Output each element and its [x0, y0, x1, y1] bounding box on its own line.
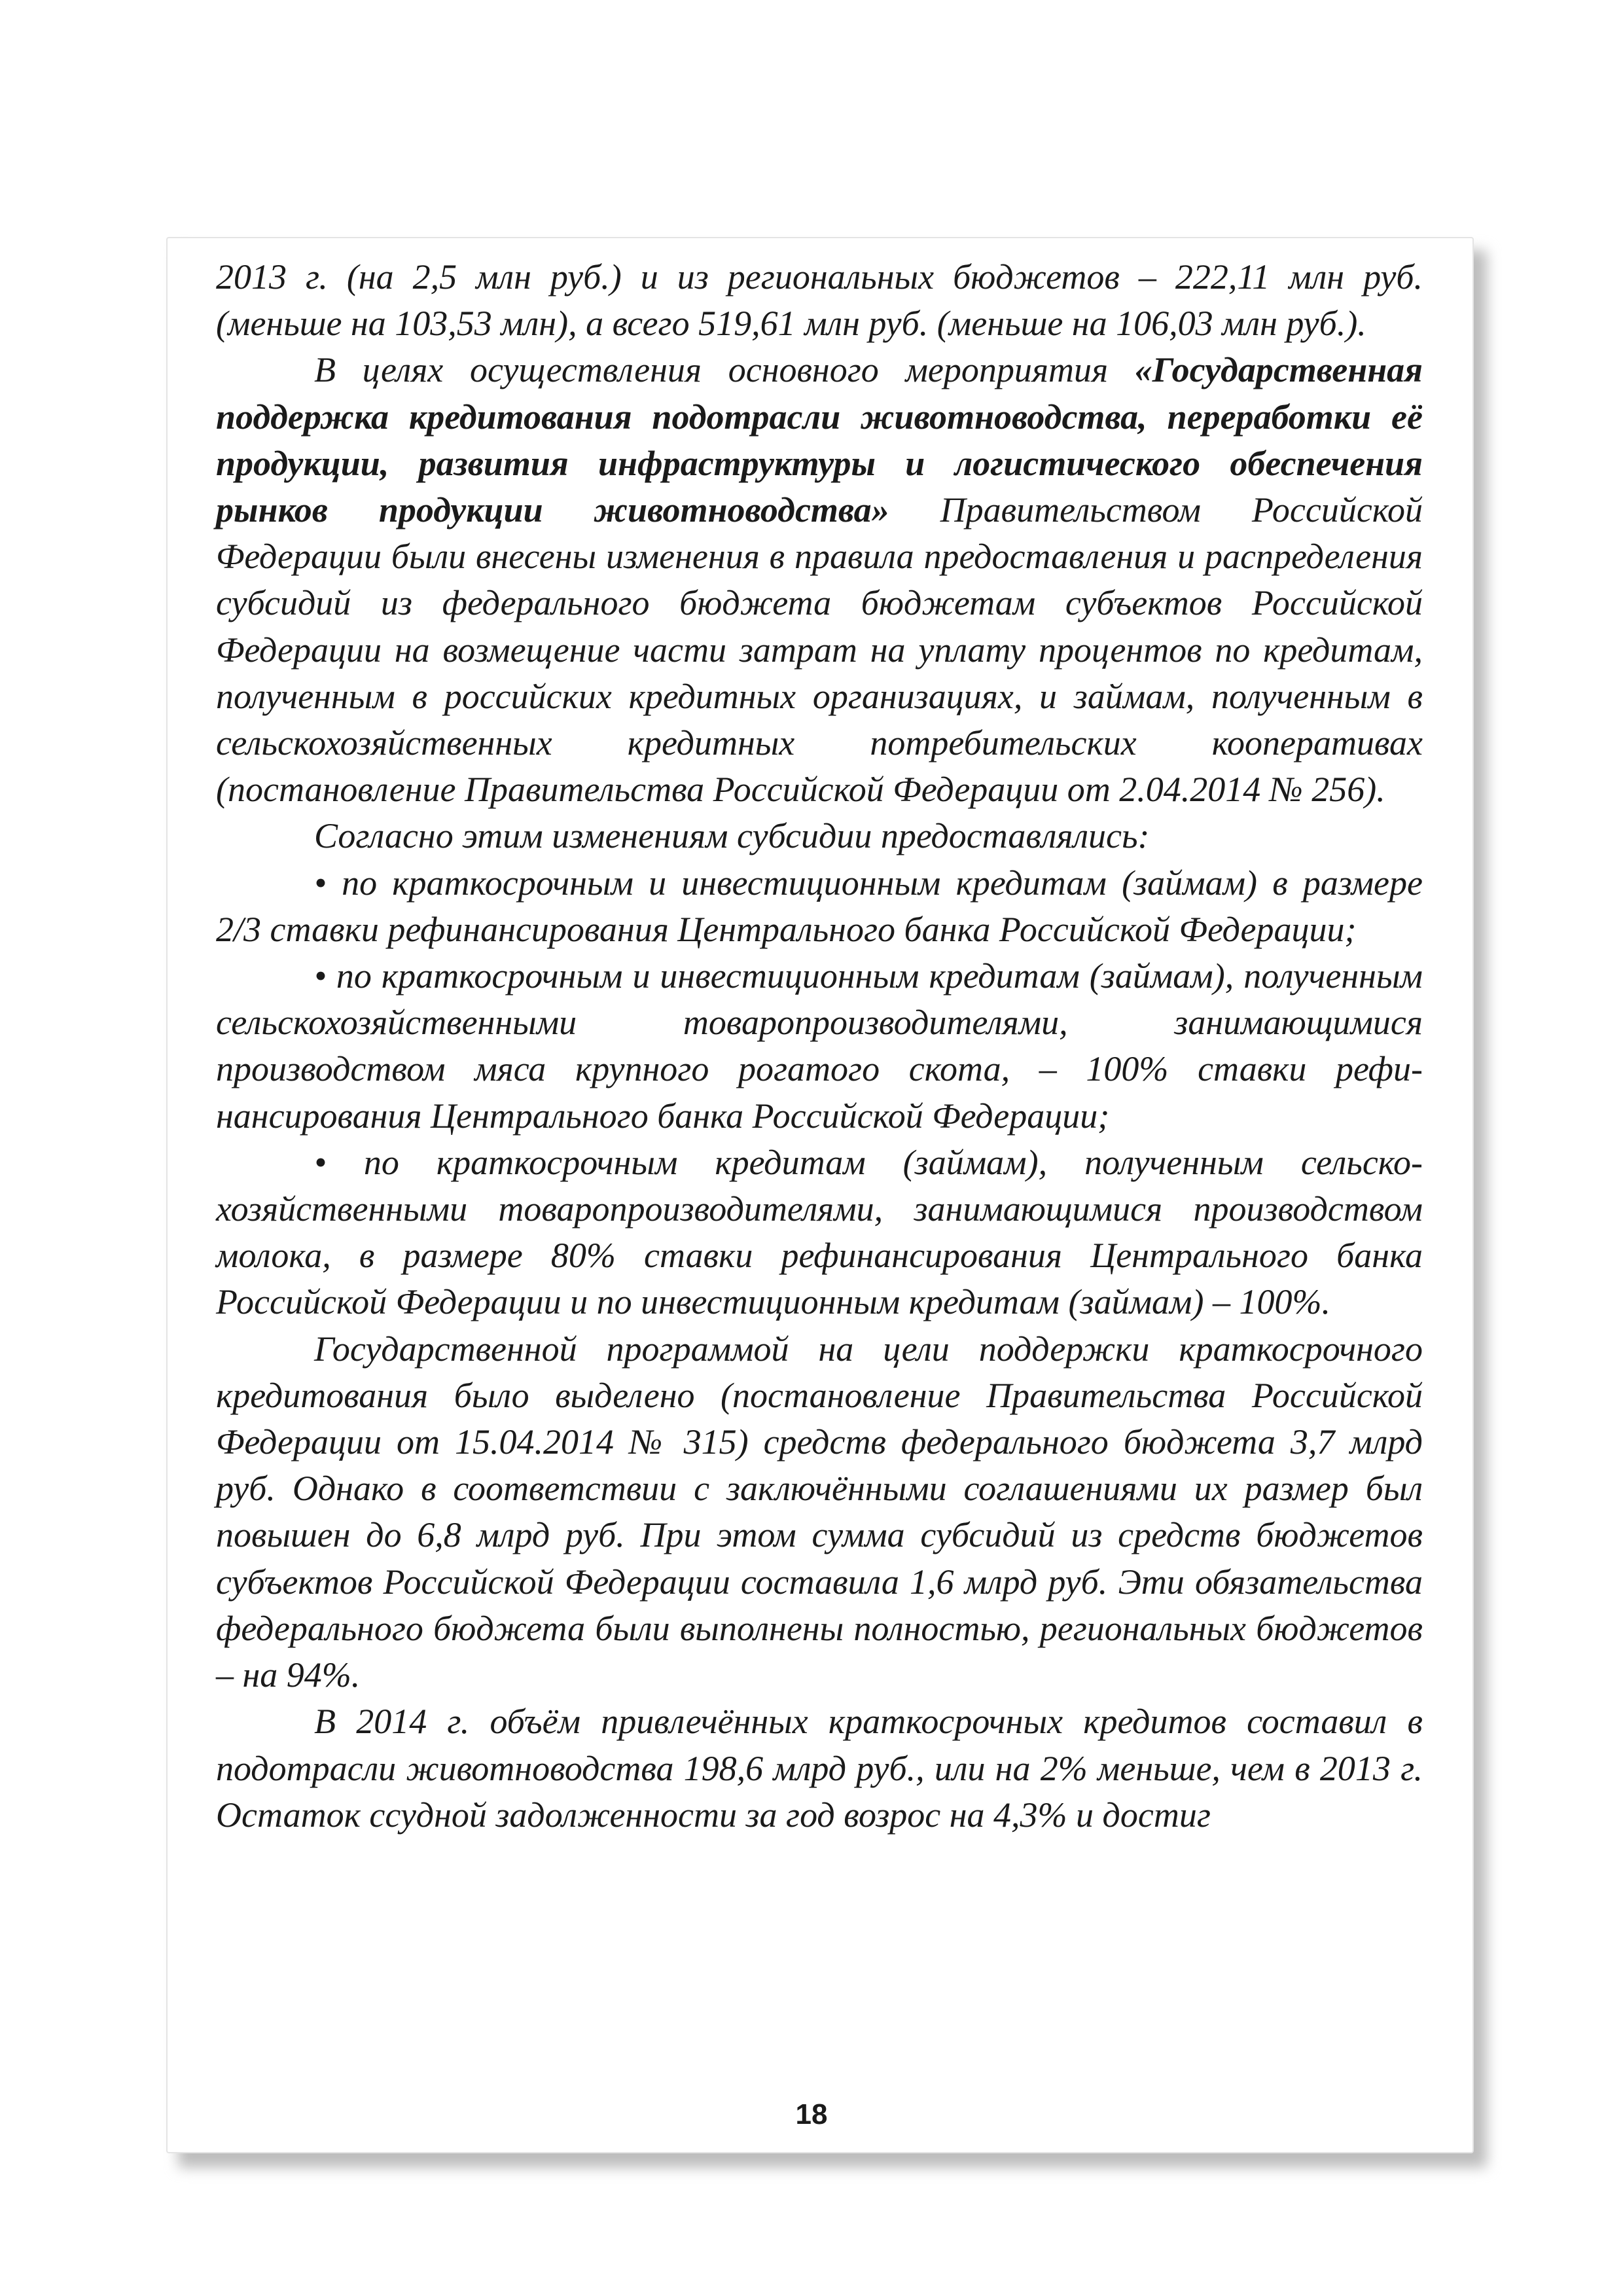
- measure-title: «Государственная поддержка кредитования подотрасли животноводства, переработки её продукции, развития инфраструктуры и логистического обеспечения рынков продукции животноводства»: [216, 350, 1423, 530]
- bullet-item-milk-production: • по краткосрочным кредитам (займам), полученным сельскохозяйственными товаропроизводителями, занимающимися производством молока, в размере 80% ставки рефинансирования Центрального банка Российской Федерации и по инвестиционным кредитам (займам) – 100%.: [216, 1142, 1423, 1322]
- paragraph-lead: В целях осуществления основного мероприятия: [314, 350, 1135, 390]
- paragraph-subsidy-intro: Согласно этим изменениям субсидии предоставлялись:: [314, 816, 1150, 856]
- paragraph-2014-credits: В 2014 г. объём привлечённых краткосрочных кредитов составил в подотрасли животноводства 198,6 млрд руб., или на 2% меньше, чем в 2013 г. Остаток ссудной задолженности за год возрос на 4,3% и достиг: [216, 1702, 1423, 1835]
- paragraph-budget-continuation: 2013 г. (на 2,5 млн руб.) и из региональных бюджетов – 222,11 млн руб. (меньше на 103,53 млн), а всего 519,61 млн руб. (меньше на 106,03 млн руб.).: [216, 257, 1423, 344]
- body-text: [216, 254, 1423, 1839]
- bullet-item-short-term-investment: • по краткосрочным и инвестиционным кредитам (займам) в размере 2/3 ставки рефинансирования Центрального банка Российской Федерации;: [216, 863, 1423, 949]
- bullet-item-cattle-meat: • по краткосрочным и инвестиционным кредитам (займам), полученным сельскохозяйственными товаропроизводителями, занимающимися производством мяса крупного рогатого скота, – 100% ставки рефинансирования Центрального банка Российской Федерации;: [216, 956, 1423, 1136]
- paragraph-state-program-funding: Государственной программой на цели поддержки краткосрочного кредитования было выделено (постановление Правительства Российской Федерации от 15.04.2014 № 315) средств федерального бюджета 3,7 млрд руб. Однако в соответствии с заключёнными соглашениями их размер был повышен до 6,8 млрд руб. При этом сумма субсидий из средств бюджетов субъектов Российской Федерации составила 1,6 млрд руб. Эти обязательства федерального бюджета были выполнены полностью, региональных бюджетов – на 94%.: [216, 1329, 1423, 1695]
- page-number: 18: [795, 2098, 828, 2130]
- paragraph-tail: Правительством Российской Федерации были внесены изменения в правила предоставления и распределения субсидий из федерального бюджета бюджетам субъектов Российской Федерации на возмещение части затрат на уплату процентов по кредитам, полученным в российских кредитных организациях, и займам, полученным в сельскохозяйственных кредитных потребительских кооперативах (постановление Правительства Российской Федерации от 2.04.2014 № 256).: [216, 490, 1423, 810]
- paragraph-credit-support-measure: [216, 347, 1423, 813]
